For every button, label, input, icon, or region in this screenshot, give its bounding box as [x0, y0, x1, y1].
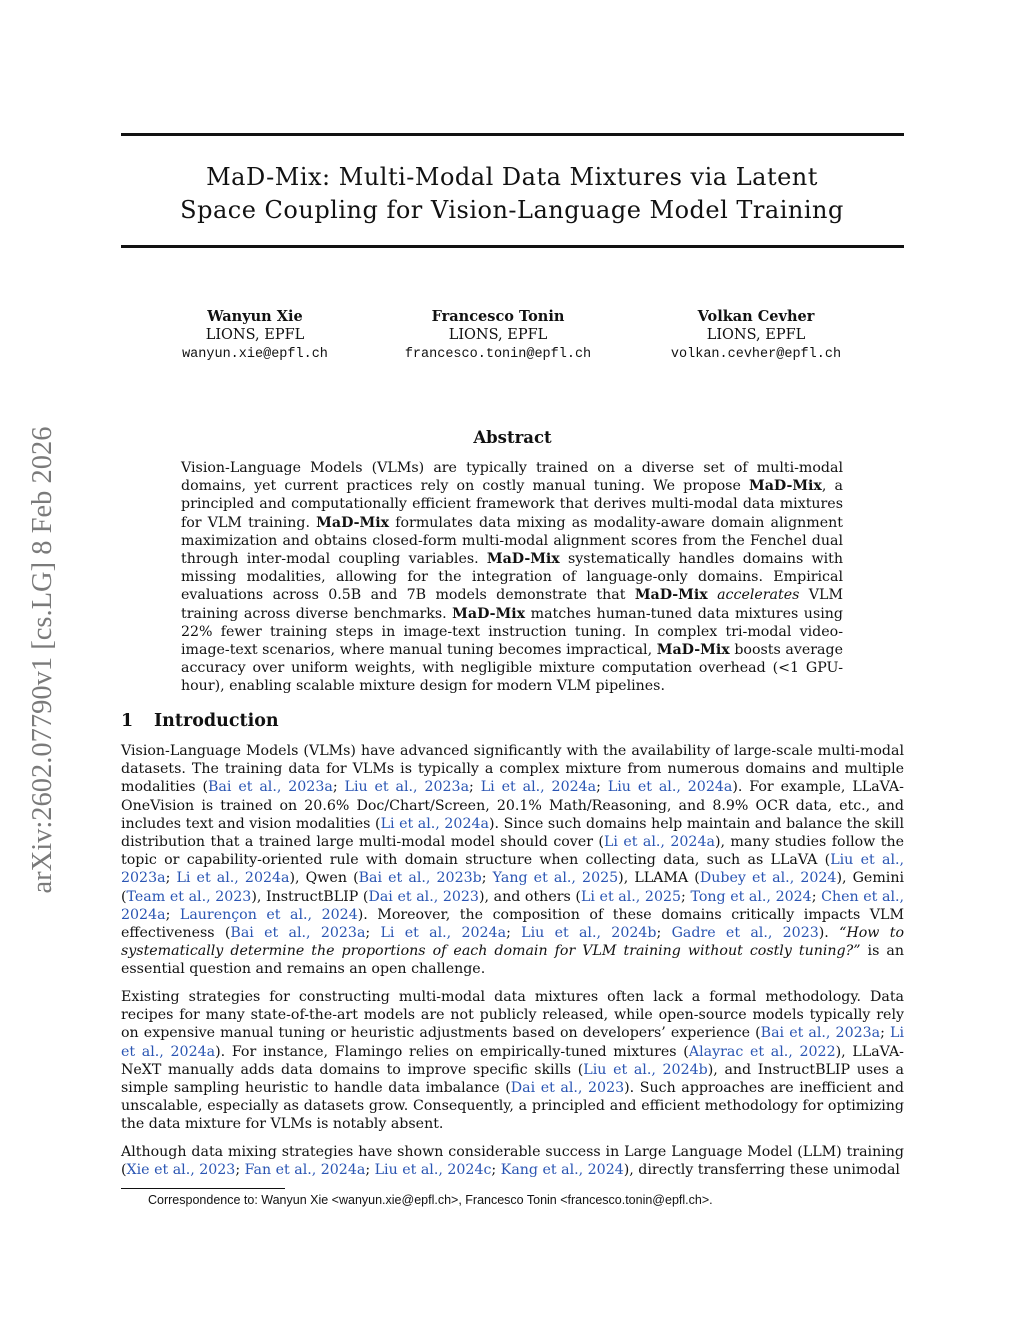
citation-link[interactable]: Dai et al., 2023	[510, 1080, 625, 1097]
title-top-rule	[121, 133, 904, 136]
citation-link[interactable]: Li et al., 2024a	[176, 870, 290, 887]
citation-link[interactable]: Li et al., 2024a	[480, 779, 597, 796]
author-affiliation: LIONS, EPFL	[706, 327, 806, 343]
citation-link[interactable]: Bai et al., 2023a	[760, 1025, 881, 1042]
author-email[interactable]: wanyun.xie@epfl.ch	[182, 347, 328, 362]
citation-link[interactable]: Liu et al., 2024a	[607, 779, 733, 796]
author-block	[636, 307, 876, 364]
citation-link[interactable]: Dai et al., 2023	[368, 888, 479, 905]
citation-link[interactable]: Team et al., 2023	[126, 888, 252, 905]
citation-link[interactable]: Fan et al., 2024a	[244, 1162, 366, 1179]
title-bottom-rule	[121, 245, 904, 248]
intro-paragraph-1: Vision-Language Models (VLMs) have advanced significantly with the availability of large-scale multi-modal datasets. The training data for VLMs is typically a complex mixture from numerous domains and multiple modalities (Bai et al., 2023a; Liu et al., 2023a; Li et al., 2024a; Liu et al., 2024a). For example, LLaVA-OneVision is trained on 20.6% Doc/Chart/Screen, 20.1% Math/Reasoning, and 8.9% OCR data, etc., and includes text and vision modalities (Li et al., 2024a). Since such domains help maintain and balance the skill distribution that a trained large multi-modal model should cover (Li et al., 2024a), many studies follow the topic or capability-oriented rule with domain structure when collecting data, such as LLaVA (Liu et al., 2023a; Li et al., 2024a), Qwen (Bai et al., 2023b; Yang et al., 2025), LLAMA (Dubey et al., 2024), Gemini (Team et al., 2023), InstructBLIP (Dai et al., 2023), and others (Li et al., 2025; Tong et al., 2024; Chen et al., 2024a; Laurençon et al., 2024). Moreover, the composition of these domains critically impacts VLM effectiveness (Bai et al., 2023a; Li et al., 2024a; Liu et al., 2024b; Gadre et al., 2023). “How to systematically determine the proportions of each domain for VLM training without costly tuning?” is an essential question and remains an open challenge.	[121, 743, 905, 978]
citation-link[interactable]: Liu et al., 2024b	[521, 925, 657, 942]
citation-link[interactable]: Xie et al., 2023	[126, 1162, 236, 1179]
arxiv-stamp: arXiv:2602.07790v1 [cs.LG] 8 Feb 2026	[27, 426, 58, 894]
paper-title-line-1: MaD-Mix: Multi-Modal Data Mixtures via Latent	[206, 163, 818, 191]
citation-link[interactable]: Liu et al., 2024b	[583, 1061, 708, 1078]
footnote-rule	[121, 1188, 285, 1189]
citation-link[interactable]: Li et al., 2025	[580, 888, 682, 905]
citation-link[interactable]: Kang et al., 2024	[500, 1162, 624, 1179]
author-email[interactable]: francesco.tonin@epfl.ch	[404, 347, 592, 362]
citation-link[interactable]: Li et al., 2024a	[121, 1025, 904, 1060]
citation-link[interactable]: Bai et al., 2023a	[207, 779, 333, 796]
abstract-heading: Abstract	[473, 428, 552, 447]
citation-link[interactable]: Dubey et al., 2024	[699, 870, 837, 887]
citation-link[interactable]: Bai et al., 2023a	[230, 925, 366, 942]
author-name: Francesco Tonin	[431, 308, 565, 325]
citation-link[interactable]: Li et al., 2024a	[380, 925, 507, 942]
citation-link[interactable]: Chen et al., 2024a	[121, 888, 905, 923]
author-affiliation: LIONS, EPFL	[448, 327, 548, 343]
intro-paragraph-2: Existing strategies for constructing multi-modal data mixtures often lack a formal methodology. Data recipes for many state-of-the-art models are not publicly released, while open-source models typically rely on expensive manual tuning or heuristic adjustments based on developers’ experience (Bai et al., 2023a; Li et al., 2024a). For instance, Flamingo relies on empirically-tuned mixtures (Alayrac et al., 2022), LLaVA-NeXT manually adds data domains to improve specific skills (Liu et al., 2024b), and InstructBLIP uses a simple sampling heuristic to handle data imbalance (Dai et al., 2023). Such approaches are inefficient and unscalable, especially as datasets grow. Consequently, a principled and efficient methodology for optimizing the data mixture for VLMs is notably absent.	[121, 989, 904, 1133]
abstract-text: Vision-Language Models (VLMs) are typically trained on a diverse set of multi-modal domains, yet current practices rely on costly manual tuning. We propose MaD-Mix, a principled and computationally efficient framework that derives multi-modal data mixtures for VLM training. MaD-Mix formulates data mixing as modality-aware domain alignment maximization and obtains closed-form multi-modal alignment scores from the Fenchel dual through inter-modal coupling variables. MaD-Mix systematically handles domains with missing modalities, allowing for the integration of language-only domains. Empirical evaluations across 0.5B and 7B models demonstrate that MaD-Mix accelerates VLM training across diverse benchmarks. MaD-Mix matches human-tuned data mixtures using 22% fewer training steps in image-text instruction tuning. In complex tri-modal video-image-text scenarios, where manual tuning becomes impractical, MaD-Mix boosts average accuracy over uniform weights, with negligible mixture computation overhead (<1 GPU-hour), enabling scalable mixture design for modern VLM pipelines.	[181, 460, 844, 695]
citation-link[interactable]: Liu et al., 2024c	[374, 1162, 492, 1179]
author-email[interactable]: volkan.cevher@epfl.ch	[670, 347, 842, 362]
author-block	[135, 307, 375, 364]
research-question: “How to systematically determine the proportions of each domain for VLM training without costly tuning?”	[121, 925, 904, 960]
intro-paragraph-3: Although data mixing strategies have shown considerable success in Large Language Model (LLM) training (Xie et al., 2023; Fan et al., 2024a; Liu et al., 2024c; Kang et al., 2024), directly transferring these unimodal	[121, 1144, 904, 1179]
citation-link[interactable]: Li et al., 2024a	[380, 815, 489, 832]
author-name: Volkan Cevher	[697, 308, 815, 325]
section-heading-introduction: 1 Introduction	[121, 711, 279, 731]
citation-link[interactable]: Li et al., 2024a	[603, 834, 715, 851]
citation-link[interactable]: Liu et al., 2023a	[344, 779, 470, 796]
citation-link[interactable]: Gadre et al., 2023	[671, 925, 819, 942]
author-name: Wanyun Xie	[207, 308, 303, 325]
citation-link[interactable]: Bai et al., 2023b	[358, 870, 482, 887]
author-block	[378, 307, 618, 364]
author-affiliation: LIONS, EPFL	[205, 327, 305, 343]
citation-link[interactable]: Laurençon et al., 2024	[179, 906, 358, 923]
citation-link[interactable]: Liu et al., 2023a	[121, 852, 904, 887]
citation-link[interactable]: Tong et al., 2024	[690, 888, 812, 905]
citation-link[interactable]: Yang et al., 2025	[492, 870, 619, 887]
correspondence-footnote: Correspondence to: Wanyun Xie <wanyun.xie@epfl.ch>, Francesco Tonin <francesco.tonin@epfl.ch>.	[148, 1193, 713, 1207]
paper-title-line-2: Space Coupling for Vision-Language Model Training	[180, 196, 844, 224]
citation-link[interactable]: Alayrac et al., 2022	[688, 1043, 836, 1060]
